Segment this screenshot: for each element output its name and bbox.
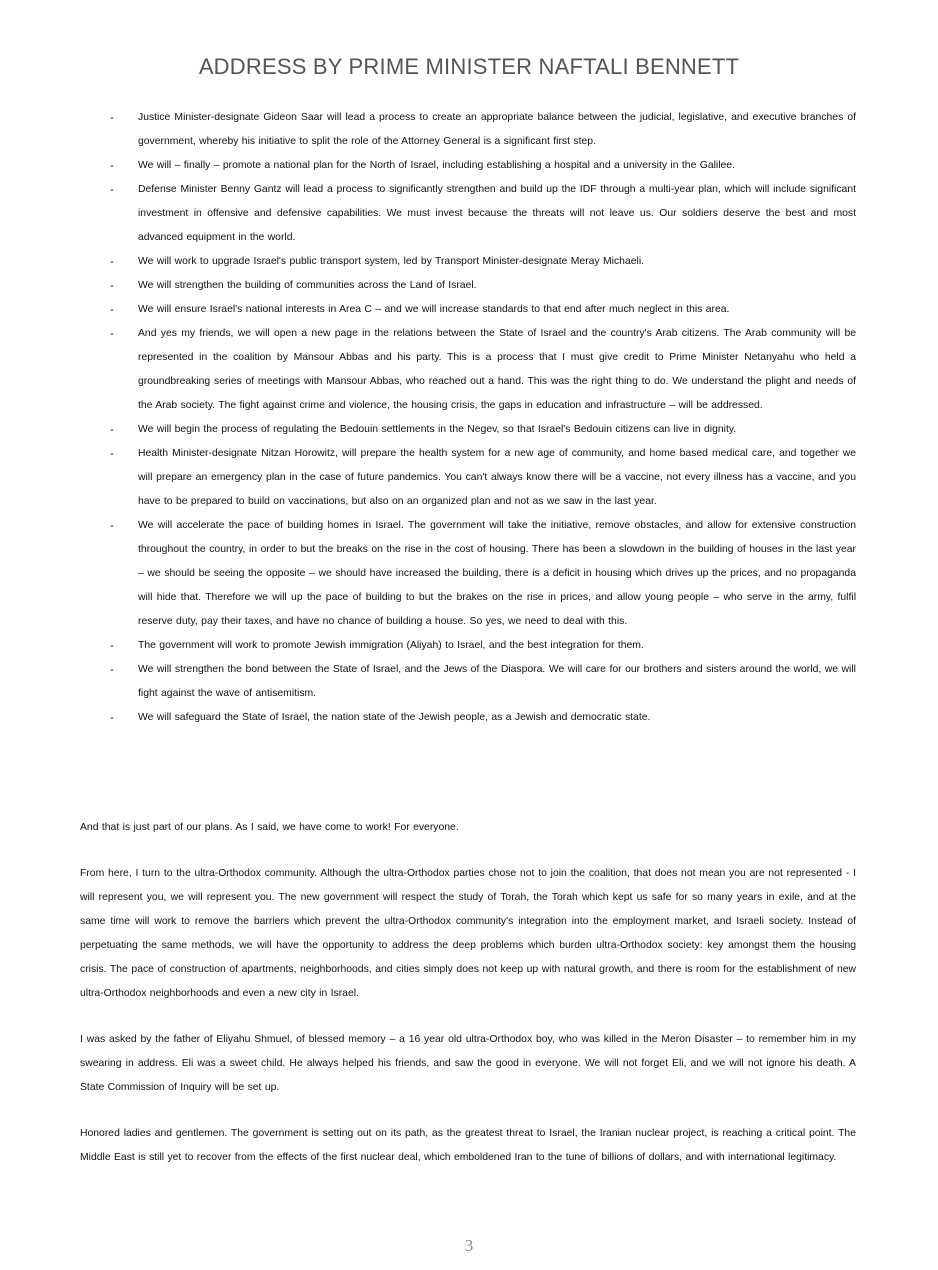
bullet-dash: - bbox=[110, 448, 114, 460]
page-number: 3 bbox=[464, 1236, 474, 1255]
bullet-item bbox=[0, 298, 938, 322]
bullet-dash: - bbox=[110, 424, 114, 436]
bullet-dash: - bbox=[110, 640, 114, 652]
bullet-text: And yes my friends, we will open a new page in the relations between the State of Israel and the country's Arab citizens. The Arab community will be represented in the coalition by Mansour Abbas and his party. This is a process that I must give credit to Prime Minister Netanyahu who held a groundbreaking series of meetings with Mansour Abbas, who reached out a hand. This was the right thing to do. We understand the plight and needs of the Arab society. The fight against crime and violence, the housing crisis, the gaps in education and infrastructure – will be addressed. bbox=[138, 328, 856, 411]
bullet-text: Defense Minister Benny Gantz will lead a process to significantly strengthen and build up the IDF through a multi-year plan, which will include significant investment in offensive and defensive capabilities. We must invest because the threats will not leave us. Our soldiers deserve the best and most advanced equipment in the world. bbox=[138, 184, 856, 243]
bullet-item bbox=[0, 442, 938, 514]
bullet-dash: - bbox=[110, 520, 114, 532]
bullet-item bbox=[0, 106, 938, 154]
bullet-dash: - bbox=[110, 664, 114, 676]
bullet-item bbox=[0, 634, 938, 658]
bullet-dash: - bbox=[110, 256, 114, 268]
bullet-dash: - bbox=[110, 304, 114, 316]
bullet-dash: - bbox=[110, 184, 114, 196]
bullet-item bbox=[0, 154, 938, 178]
document-title: ADDRESS BY PRIME MINISTER NAFTALI BENNETT bbox=[198, 54, 740, 79]
bullet-item bbox=[0, 514, 938, 634]
bullet-item bbox=[0, 274, 938, 298]
bullet-item bbox=[0, 322, 938, 418]
bullet-text: The government will work to promote Jewish immigration (Aliyah) to Israel, and the best integration for them. bbox=[138, 640, 644, 651]
bullet-dash: - bbox=[110, 712, 114, 724]
bullet-text: Health Minister-designate Nitzan Horowitz, will prepare the health system for a new age of community, and home based medical care, and together we will prepare an emergency plan in the case of future pandemics. You can't always know there will be a vaccine, not every illness has a vaccine, and you have to be prepared to build on vaccinations, but also on an organized plan and not as we saw in the last year. bbox=[138, 448, 856, 507]
bullet-item bbox=[0, 418, 938, 442]
bullet-item bbox=[0, 178, 938, 250]
bullet-text: We will strengthen the bond between the State of Israel, and the Jews of the Diaspora. We will care for our brothers and sisters around the world, we will fight against the wave of antisemitism. bbox=[138, 664, 856, 699]
bullet-item bbox=[0, 250, 938, 274]
bullet-text: We will begin the process of regulating the Bedouin settlements in the Negev, so that Israel's Bedouin citizens can live in dignity. bbox=[138, 424, 737, 435]
bullet-text: We will work to upgrade Israel's public transport system, led by Transport Minister-designate Meray Michaeli. bbox=[138, 256, 645, 267]
body-paragraph: I was asked by the father of Eliyahu Shmuel, of blessed memory – a 16 year old ultra-Orthodox boy, who was killed in the Meron Disaster – to remember him in my swearing in address. Eli was a sweet child. He always helped his friends, and saw the good in everyone. We will not forget Eli, and we will not ignore his death. A State Commission of Inquiry will be set up. bbox=[80, 1034, 856, 1093]
bullet-dash: - bbox=[110, 160, 114, 172]
bullet-dash: - bbox=[110, 328, 114, 340]
policy-bullet-list bbox=[0, 106, 938, 730]
bullet-text: We will safeguard the State of Israel, the nation state of the Jewish people, as a Jewish and democratic state. bbox=[138, 712, 651, 723]
body-paragraph: And that is just part of our plans. As I said, we have come to work! For everyone. bbox=[80, 822, 459, 833]
body-paragraph: From here, I turn to the ultra-Orthodox community. Although the ultra-Orthodox parties chose not to join the coalition, that does not mean you are not represented - I will represent you, we will represent you. The new government will respect the study of Torah, the Torah which kept us safe for so many years in exile, and at the same time will work to remove the barriers which prevent the ultra-Orthodox community's integration into the employment market, and Israeli society. Instead of perpetuating the same methods, we will have the opportunity to address the deep problems which burden ultra-Orthodox society: key amongst them the housing crisis. The pace of construction of apartments, neighborhoods, and cities simply does not keep up with natural growth, and there is room for the establishment of new ultra-Orthodox neighborhoods and even a new city in Israel. bbox=[80, 868, 856, 999]
bullet-text: Justice Minister-designate Gideon Saar will lead a process to create an appropriate balance between the judicial, legislative, and executive branches of government, whereby his initiative to split the role of the Attorney General is a significant first step. bbox=[138, 112, 856, 147]
bullet-text: We will accelerate the pace of building homes in Israel. The government will take the initiative, remove obstacles, and allow for extensive construction throughout the country, in order to but the breaks on the rise in the cost of housing. There has been a slowdown in the building of houses in the last year – we should be seeing the opposite – we should have increased the building, there is a deficit in housing which drives up the prices, and no propaganda will hide that. Therefore we will up the pace of building to but the brakes on the rise in prices, and allow young people – who serve in the army, fulfil reserve duty, pay their taxes, and have no chance of building a house. So yes, we need to deal with this. bbox=[138, 520, 856, 627]
bullet-dash: - bbox=[110, 112, 114, 124]
bullet-text: We will – finally – promote a national plan for the North of Israel, including establishing a hospital and a university in the Galilee. bbox=[138, 160, 735, 171]
bullet-dash: - bbox=[110, 280, 114, 292]
body-paragraph: Honored ladies and gentlemen. The government is setting out on its path, as the greatest threat to Israel, the Iranian nuclear project, is reaching a critical point. The Middle East is still yet to recover from the effects of the first nuclear deal, which emboldened Iran to the tune of billions of dollars, and with international legitimacy. bbox=[80, 1128, 856, 1163]
bullet-text: We will strengthen the building of communities across the Land of Israel. bbox=[138, 280, 477, 291]
bullet-item bbox=[0, 706, 938, 730]
bullet-item bbox=[0, 658, 938, 706]
bullet-text: We will ensure Israel's national interests in Area C – and we will increase standards to that end after much neglect in this area. bbox=[138, 304, 730, 315]
